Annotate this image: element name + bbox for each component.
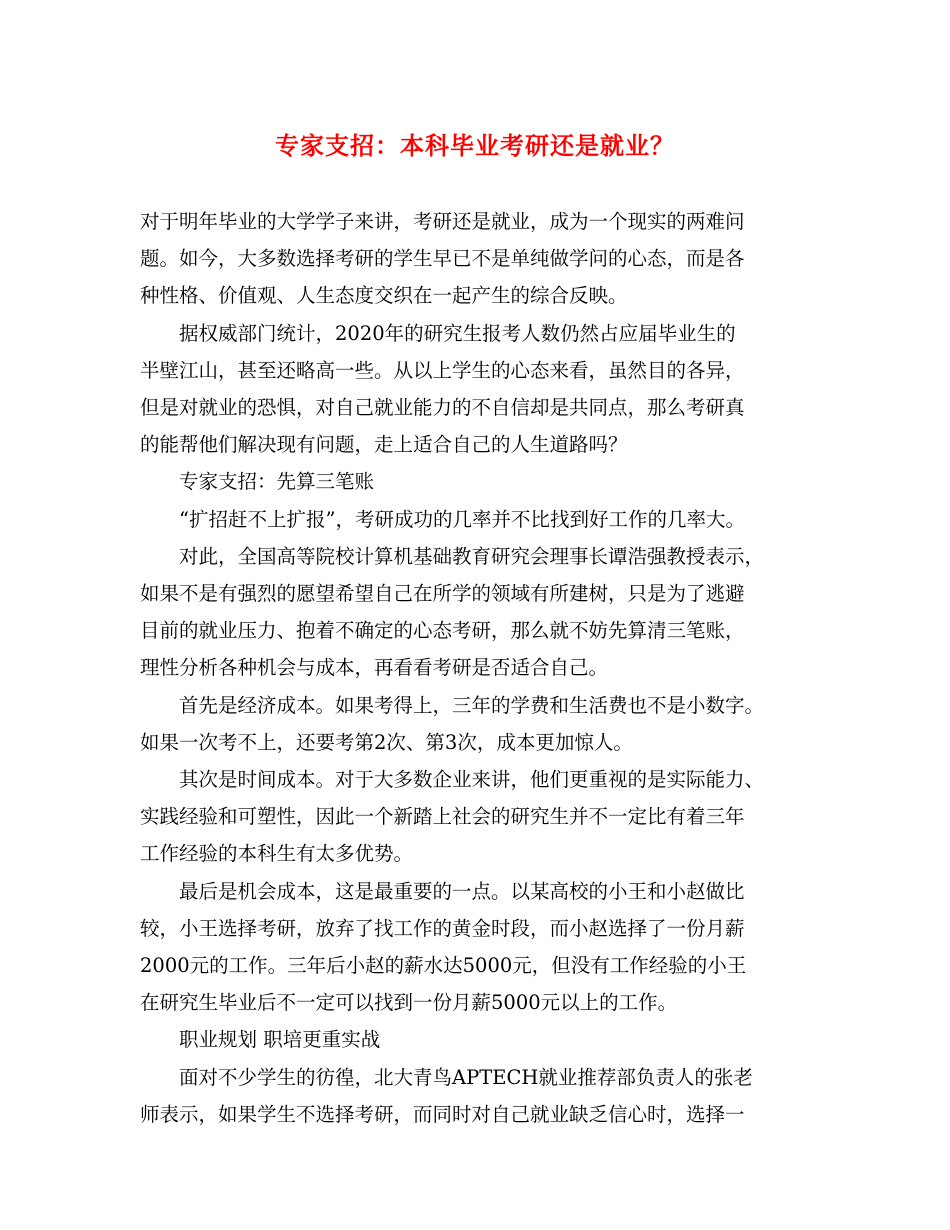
text-line: 首先是经济成本。如果考得上，三年的学费和生活费也不是小数字。 — [179, 693, 765, 717]
text-line: 如果不是有强烈的愿望希望自己在所学的领域有所建树，只是为了逃避 — [140, 582, 745, 606]
document-title: 专家支招：本科毕业考研还是就业？ — [275, 131, 675, 160]
text-line: 的能帮他们解决现有问题，走上适合自己的人生道路吗？ — [140, 433, 628, 457]
text-line: 目前的就业压力、抱着不确定的心态考研，那么就不妨先算清三笔账， — [140, 619, 745, 643]
text-line: 据权威部门统计，2020年的研究生报考人数仍然占应届毕业生的 — [179, 321, 736, 345]
text-line: 最后是机会成本，这是最重要的一点。以某高校的小王和小赵做比 — [179, 879, 745, 903]
text-line: 题。如今，大多数选择考研的学生早已不是单纯做学问的心态，而是各 — [140, 247, 745, 271]
text-line: “扩招赶不上扩报”，考研成功的几率并不比找到好工作的几率大。 — [179, 507, 745, 531]
text-line: 面对不少学生的彷徨，北大青鸟APTECH就业推荐部负责人的张老 — [179, 1065, 753, 1089]
text-line: 理性分析各种机会与成本，再看看考研是否适合自己。 — [140, 656, 609, 680]
text-line: 种性格、价值观、人生态度交织在一起产生的综合反映。 — [140, 284, 628, 308]
text-line: 对于明年毕业的大学学子来讲，考研还是就业，成为一个现实的两难问 — [140, 210, 745, 233]
text-line: 师表示，如果学生不选择考研，而同时对自己就业缺乏信心时，选择一 — [140, 1102, 745, 1126]
text-line: 其次是时间成本。对于大多数企业来讲，他们更重视的是实际能力、 — [179, 768, 765, 792]
text-line: 实践经验和可塑性，因此一个新踏上社会的研究生并不一定比有着三年 — [140, 805, 745, 829]
text-line: 在研究生毕业后不一定可以找到一份月薪5000元以上的工作。 — [140, 991, 678, 1015]
text-line: 如果一次考不上，还要考第2次、第3次，成本更加惊人。 — [140, 730, 633, 754]
text-line: 较，小王选择考研，放弃了找工作的黄金时段，而小赵选择了一份月薪 — [140, 916, 745, 940]
document-body — [140, 203, 820, 1133]
text-line: 对此，全国高等院校计算机基础教育研究会理事长谭浩强教授表示， — [179, 544, 765, 568]
text-line: 2000元的工作。三年后小赵的薪水达5000元，但没有工作经验的小王 — [140, 954, 747, 978]
text-line: 职业规划 职培更重实战 — [179, 1028, 381, 1052]
text-line: 但是对就业的恐惧，对自己就业能力的不自信却是共同点，那么考研真 — [140, 396, 745, 420]
text-line: 工作经验的本科生有太多优势。 — [140, 842, 414, 866]
text-line: 专家支招：先算三笔账 — [179, 470, 375, 494]
text-line: 半壁江山，甚至还略高一些。从以上学生的心态来看，虽然目的各异， — [140, 358, 745, 382]
